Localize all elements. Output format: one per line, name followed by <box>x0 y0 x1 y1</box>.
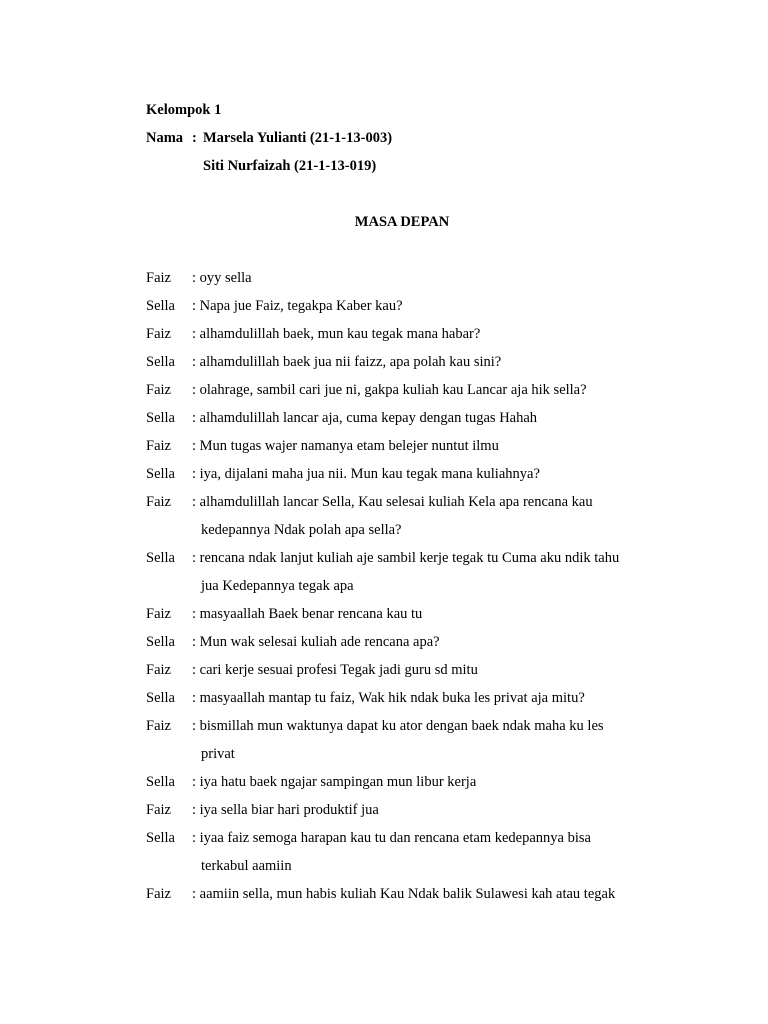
dialog-line: : masyaallah mantap tu faiz, Wak hik ndak buka les privat aja mitu? <box>192 690 585 706</box>
dialog-speaker: Faiz <box>146 382 171 398</box>
name-label: Nama <box>146 130 184 146</box>
dialog-line: : alhamdulillah lancar Sella, Kau selesai kuliah Kela apa rencana kau <box>192 494 593 510</box>
dialog-speaker: Sella <box>146 298 175 314</box>
dialog-speaker: Faiz <box>146 886 171 902</box>
document-title: MASA DEPAN <box>354 214 450 230</box>
dialog-speaker: Faiz <box>146 662 171 678</box>
dialog-speaker: Sella <box>146 410 175 426</box>
group-heading: Kelompok 1 <box>146 102 222 118</box>
dialog-speaker: Sella <box>146 690 175 706</box>
dialog-line: : olahrage, sambil cari jue ni, gakpa kuliah kau Lancar aja hik sella? <box>192 382 587 398</box>
dialog-speaker: Sella <box>146 354 175 370</box>
dialog-speaker: Faiz <box>146 802 171 818</box>
dialog-line: : cari kerje sesuai profesi Tegak jadi guru sd mitu <box>192 662 478 678</box>
member-1: Marsela Yulianti (21-1-13-003) <box>203 130 393 146</box>
dialog-line-continuation: privat <box>201 746 235 762</box>
dialog-speaker: Faiz <box>146 606 171 622</box>
dialog-line: : iya hatu baek ngajar sampingan mun libur kerja <box>192 774 477 790</box>
dialog-speaker: Faiz <box>146 718 171 734</box>
dialog-speaker: Faiz <box>146 438 171 454</box>
dialog-line: : bismillah mun waktunya dapat ku ator dengan baek ndak maha ku les <box>192 718 604 734</box>
dialog-speaker: Sella <box>146 634 175 650</box>
dialog-speaker: Sella <box>146 550 175 566</box>
dialog-speaker: Faiz <box>146 326 171 342</box>
dialog-line-continuation: jua Kedepannya tegak apa <box>201 578 354 594</box>
dialog-line: : alhamdulillah lancar aja, cuma kepay dengan tugas Hahah <box>192 410 538 426</box>
name-separator: : <box>192 130 197 146</box>
dialog-line-continuation: kedepannya Ndak polah apa sella? <box>201 522 402 538</box>
dialog-line: : iya sella biar hari produktif jua <box>192 802 379 818</box>
dialog-line: : alhamdulillah baek jua nii faizz, apa polah kau sini? <box>192 354 502 370</box>
member-2: Siti Nurfaizah (21-1-13-019) <box>203 158 377 174</box>
dialog-speaker: Sella <box>146 466 175 482</box>
dialog-line: : masyaallah Baek benar rencana kau tu <box>192 606 423 622</box>
dialog-line: : rencana ndak lanjut kuliah aje sambil kerje tegak tu Cuma aku ndik tahu <box>192 550 620 566</box>
dialog-line: : iyaa faiz semoga harapan kau tu dan rencana etam kedepannya bisa <box>192 830 591 846</box>
dialog-line: : Napa jue Faiz, tegakpa Kaber kau? <box>192 298 403 314</box>
dialog-line: : alhamdulillah baek, mun kau tegak mana habar? <box>192 326 481 342</box>
dialog-line: : aamiin sella, mun habis kuliah Kau Ndak balik Sulawesi kah atau tegak <box>192 886 616 902</box>
dialog-line: : iya, dijalani maha jua nii. Mun kau tegak mana kuliahnya? <box>192 466 540 482</box>
dialog-line: : Mun wak selesai kuliah ade rencana apa? <box>192 634 440 650</box>
dialog-line-continuation: terkabul aamiin <box>201 858 292 874</box>
dialog-speaker: Faiz <box>146 270 171 286</box>
dialog-line: : oyy sella <box>192 270 252 286</box>
dialog-speaker: Sella <box>146 774 175 790</box>
dialog-line: : Mun tugas wajer namanya etam belejer nuntut ilmu <box>192 438 499 454</box>
dialog-speaker: Sella <box>146 830 175 846</box>
dialog-speaker: Faiz <box>146 494 171 510</box>
